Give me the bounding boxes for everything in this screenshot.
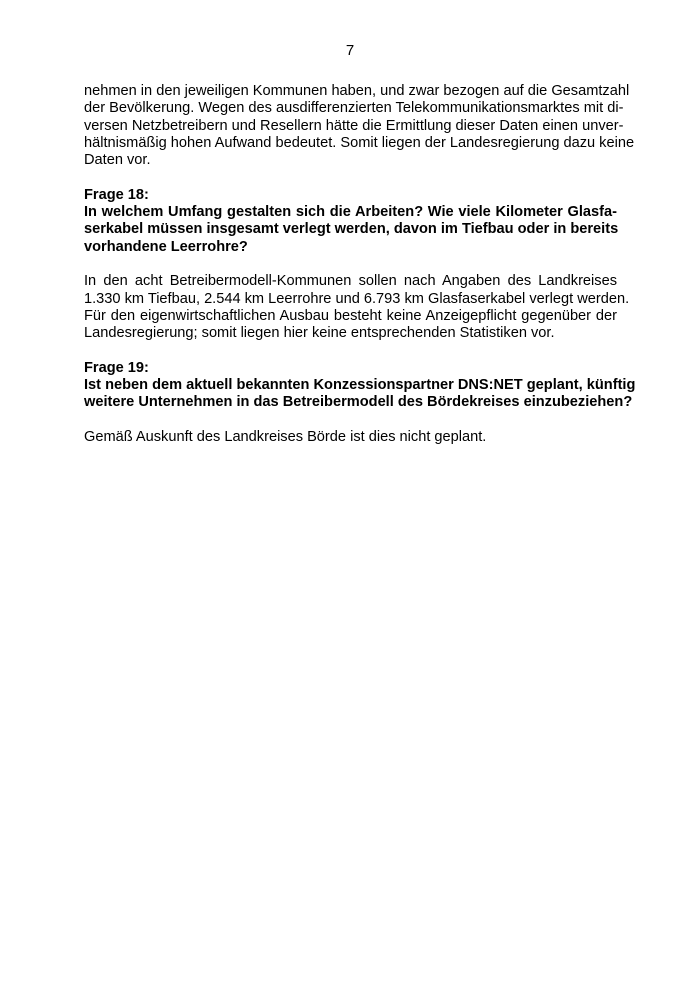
frage-18-answer	[84, 273, 630, 342]
text-line: In welchem Umfang gestalten sich die Arbeiten? Wie viele Kilometer Glasfa-	[84, 204, 617, 221]
text-line: nehmen in den jeweiligen Kommunen haben, und zwar bezogen auf die Gesamtzahl	[84, 83, 630, 99]
text-line: 1.330 km Tiefbau, 2.544 km Leerrohre und 6.793 km Glasfaserkabel verlegt werden.	[84, 290, 630, 307]
text-line: Daten vor.	[84, 152, 151, 169]
text-line: vorhandene Leerrohre?	[84, 238, 248, 255]
frage-19-question	[84, 377, 636, 412]
text-line: versen Netzbetreibern und Resellern hätte die Ermittlung dieser Daten einen unver-	[84, 117, 624, 134]
text-line: serkabel müssen insgesamt verlegt werden, davon im Tiefbau oder in bereits	[84, 221, 619, 238]
frage-19-heading: Frage 19:	[84, 359, 149, 376]
text-line: In den acht Betreibermodell-Kommunen sollen nach Angaben des Landkreises	[84, 273, 617, 290]
page-number: 7	[345, 42, 355, 59]
text-line: weitere Unternehmen in das Betreibermodell des Bördekreises einzubeziehen?	[84, 394, 633, 411]
frage-19-answer	[84, 429, 617, 446]
text-line: Für den eigenwirtschaftlichen Ausbau besteht keine Anzeigepflicht gegenüber der	[84, 307, 617, 324]
text-line: Gemäß Auskunft des Landkreises Börde ist dies nicht geplant.	[84, 428, 487, 445]
text-line: der Bevölkerung. Wegen des ausdifferenzierten Telekommunikationsmarktes mit di-	[84, 100, 624, 117]
text-line: hältnismäßig hohen Aufwand bedeutet. Somit liegen der Landesregierung dazu keine	[84, 134, 635, 151]
frage-18-question	[84, 204, 617, 256]
text-line: Ist neben dem aktuell bekannten Konzessionspartner DNS:NET geplant, künftig	[84, 377, 636, 394]
text-line: Landesregierung; somit liegen hier keine entsprechenden Statistiken vor.	[84, 325, 555, 342]
document-body	[84, 83, 636, 446]
intro-paragraph	[84, 83, 635, 169]
frage-18-heading: Frage 18:	[84, 186, 149, 203]
